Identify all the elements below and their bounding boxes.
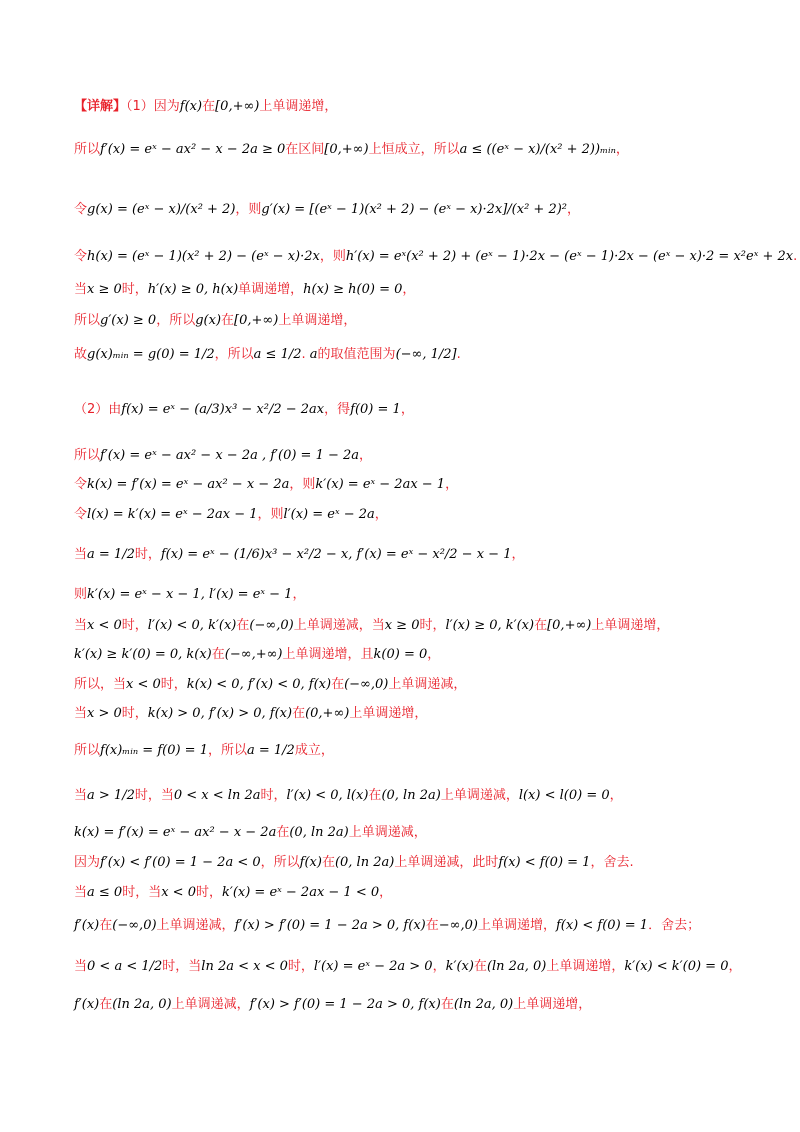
math-expression: x > 0 — [87, 706, 122, 721]
text-segment: ，舍去. — [590, 855, 634, 870]
text-segment: ， — [567, 202, 581, 217]
math-expression: f(0) = 1 — [350, 402, 401, 417]
text-segment: ， — [511, 547, 525, 562]
text-segment: 在 — [236, 618, 250, 633]
math-expression: [0,+∞) — [547, 618, 592, 633]
math-expression: a = 1/2 — [87, 547, 135, 562]
math-expression: k′(x) < k′(0) = 0 — [624, 959, 729, 974]
text-segment: 上单调递增， — [259, 99, 338, 114]
text-segment: 上单调递增， — [513, 997, 592, 1012]
text-segment: . — [301, 347, 306, 362]
text-segment: 上单调递增， — [591, 618, 670, 633]
text-segment: 当 — [74, 547, 88, 562]
math-expression: l′(x) < 0, k′(x) — [147, 618, 237, 633]
math-expression: f′(x) = eˣ − ax² − x − 2a , f′(0) = 1 − 2a — [100, 448, 360, 463]
text-segment: ， — [402, 282, 416, 297]
text-segment: ， — [292, 587, 306, 602]
text-segment: 上单调递增， — [349, 706, 428, 721]
text-segment: 在 — [276, 825, 290, 840]
math-expression: (ln 2a, 0) — [453, 997, 514, 1012]
math-expression: a > 1/2 — [87, 788, 135, 803]
math-expression: l′(x) = eˣ − 2a > 0 — [313, 959, 433, 974]
math-expression: x ≥ 0 — [384, 618, 420, 633]
text-segment: ，得 — [324, 402, 351, 417]
text-segment: 令 — [74, 202, 88, 217]
text-segment: 所以，当 — [74, 677, 127, 692]
math-expression: (0,+∞) — [305, 706, 350, 721]
text-segment: 上单调递减， — [156, 918, 235, 933]
text-segment: 所以 — [74, 142, 101, 157]
text-segment: 所以 — [74, 448, 101, 463]
math-expression: a = 1/2 — [247, 743, 295, 758]
math-expression: f(x)ₘᵢₙ = f(0) = 1 — [100, 743, 208, 758]
text-segment: 上单调递增， — [477, 918, 556, 933]
math-expression: (−∞,0) — [249, 618, 294, 633]
text-segment: 时， — [121, 282, 148, 297]
text-segment: 令 — [74, 477, 88, 492]
text-segment: ，则 — [289, 477, 316, 492]
math-expression: 0 < x < ln 2a — [173, 788, 261, 803]
math-expression: (ln 2a, 0) — [486, 959, 547, 974]
solution-line-16 — [74, 675, 770, 695]
text-segment: . — [793, 249, 798, 264]
text-segment: 【详解】 — [74, 99, 127, 114]
text-segment: 上单调递减， — [440, 788, 519, 803]
math-expression: −∞,0) — [438, 918, 478, 933]
text-segment: 时， — [121, 706, 148, 721]
text-segment: 时， — [160, 677, 187, 692]
text-segment: （1）因为 — [126, 99, 180, 114]
math-expression: l(x) < l(0) = 0 — [518, 788, 610, 803]
math-expression: f′(x) > f′(0) = 1 − 2a > 0, f(x) — [234, 918, 426, 933]
solution-line-19 — [74, 786, 770, 806]
math-expression: g(x) — [195, 313, 222, 328]
solution-line-15 — [74, 645, 770, 665]
text-segment: 在 — [331, 677, 345, 692]
text-segment: 在 — [368, 788, 382, 803]
solution-line-22 — [74, 883, 770, 903]
text-segment: 在 — [440, 997, 454, 1012]
text-segment: ， — [609, 788, 623, 803]
math-expression: ln 2a < x < 0 — [201, 959, 288, 974]
text-segment: ， — [427, 647, 441, 662]
text-segment: 故 — [74, 347, 88, 362]
text-segment: . — [456, 347, 461, 362]
text-segment: ， — [374, 507, 388, 522]
text-segment: 时， — [195, 885, 222, 900]
solution-line-13 — [74, 585, 770, 605]
text-segment: 当 — [74, 618, 88, 633]
math-expression: x < 0 — [87, 618, 122, 633]
text-segment: 在 — [473, 959, 487, 974]
text-segment: 当 — [74, 788, 88, 803]
text-segment: 在 — [202, 99, 216, 114]
math-expression: h′(x) = eˣ(x² + 2) + (eˣ − 1)·2x − (eˣ − 1)·2x − (eˣ − x)·2 = x²eˣ + 2x — [345, 249, 794, 264]
math-expression: 0 < a < 1/2 — [87, 959, 163, 974]
text-segment: 时， — [419, 618, 446, 633]
text-segment: 上单调递增， — [546, 959, 625, 974]
math-expression: h′(x) ≥ 0, h(x) — [147, 282, 239, 297]
math-expression: [0,+∞) — [215, 99, 260, 114]
text-segment: ，则 — [319, 249, 346, 264]
solution-line-25 — [74, 995, 770, 1015]
math-expression: (ln 2a, 0) — [112, 997, 172, 1012]
math-expression: k(x) = f′(x) = eˣ − ax² − x − 2a — [87, 477, 290, 492]
math-expression: (−∞, 1/2] — [395, 347, 457, 362]
math-expression: a ≤ ((eˣ − x)/(x² + 2))ₘᵢₙ — [459, 142, 616, 157]
solution-line-11 — [74, 505, 770, 525]
text-segment: 在 — [321, 855, 335, 870]
text-segment: 时， — [260, 788, 287, 803]
text-segment: 时，当 — [134, 788, 174, 803]
math-expression: (0, ln 2a) — [289, 825, 349, 840]
solution-line-23 — [74, 916, 770, 936]
text-segment: ，则 — [235, 202, 262, 217]
solution-line-2 — [74, 140, 770, 160]
math-expression: k′(x) = eˣ − x − 1, l′(x) = eˣ − 1 — [87, 587, 293, 602]
text-segment: 成立， — [294, 743, 334, 758]
text-segment: ，所以 — [207, 743, 247, 758]
text-segment: 上单调递减，当 — [293, 618, 385, 633]
math-expression: (−∞,0) — [344, 677, 389, 692]
math-expression: f′(x) > f′(0) = 1 − 2a > 0, f(x) — [249, 997, 441, 1012]
text-segment: ．舍去； — [648, 918, 701, 933]
text-segment: 所以 — [74, 313, 101, 328]
solution-line-10 — [74, 475, 770, 495]
solution-line-1 — [74, 97, 770, 117]
text-segment: 上单调递减，此时 — [394, 855, 499, 870]
math-expression: [0,+∞) — [324, 142, 369, 157]
text-segment: ， — [615, 142, 629, 157]
text-segment: ，则 — [257, 507, 284, 522]
math-expression: k′(x) — [445, 959, 474, 974]
text-segment: 令 — [74, 249, 88, 264]
math-expression: f(x) < f(0) = 1 — [555, 918, 649, 933]
text-segment: ，所以 — [156, 313, 196, 328]
text-segment: 上恒成立，所以 — [368, 142, 460, 157]
math-expression: x < 0 — [161, 885, 196, 900]
text-segment: 在 — [99, 918, 113, 933]
solution-line-5 — [74, 280, 770, 300]
text-segment: 当 — [74, 959, 88, 974]
text-segment: 在区间 — [285, 142, 325, 157]
math-expression: (0, ln 2a) — [334, 855, 395, 870]
text-segment: 在 — [534, 618, 548, 633]
math-expression: h(x) = (eˣ − 1)(x² + 2) − (eˣ − x)·2x — [87, 249, 320, 264]
math-expression: g(x) = (eˣ − x)/(x² + 2) — [87, 202, 236, 217]
text-segment: ，所以 — [214, 347, 254, 362]
math-expression: l′(x) < 0, l(x) — [286, 788, 369, 803]
math-expression: f(x) < f(0) = 1 — [498, 855, 591, 870]
math-expression: k′(x) = eˣ − 2ax − 1 < 0 — [222, 885, 380, 900]
solution-line-3 — [74, 200, 770, 220]
solution-line-17 — [74, 704, 770, 724]
math-expression: k(x) < 0, f′(x) < 0, f(x) — [186, 677, 332, 692]
text-segment: 令 — [74, 507, 88, 522]
text-segment: ， — [379, 885, 393, 900]
math-expression: l(x) = k′(x) = eˣ − 2ax − 1 — [87, 507, 258, 522]
text-segment: 当 — [74, 282, 88, 297]
math-expression: f(x) — [299, 855, 322, 870]
math-expression: x ≥ 0 — [87, 282, 122, 297]
math-expression: a ≤ 1/2 — [253, 347, 302, 362]
math-expression: f′(x) — [74, 997, 100, 1012]
math-expression: h(x) ≥ h(0) = 0 — [303, 282, 403, 297]
text-segment: 在 — [425, 918, 439, 933]
text-segment: ， — [432, 959, 446, 974]
math-expression: x < 0 — [126, 677, 161, 692]
solution-line-9 — [74, 446, 770, 466]
math-expression: a ≤ 0 — [87, 885, 123, 900]
text-segment: ， — [728, 959, 742, 974]
text-segment: 上单调递增， — [278, 313, 357, 328]
text-segment: 时， — [134, 547, 161, 562]
text-segment: （2）由 — [74, 402, 122, 417]
math-expression: k′(x) ≥ k′(0) = 0, k(x) — [74, 647, 212, 662]
math-expression: f(x) = eˣ − (1/6)x³ − x²/2 − x, f′(x) = eˣ − x²/2 − x − 1 — [160, 547, 512, 562]
solution-line-12 — [74, 545, 770, 565]
text-segment: 当 — [74, 706, 88, 721]
math-expression: k(0) = 0 — [373, 647, 428, 662]
text-segment: 在 — [221, 313, 235, 328]
solution-line-18 — [74, 741, 770, 761]
math-expression: f(x) = eˣ − (a/3)x³ − x²/2 − 2ax — [121, 402, 325, 417]
solution-line-21 — [74, 853, 770, 873]
text-segment: 在 — [292, 706, 306, 721]
math-expression: k′(x) = eˣ − 2ax − 1 — [315, 477, 446, 492]
math-expression: l′(x) = eˣ − 2a — [283, 507, 375, 522]
solution-line-4 — [74, 247, 798, 267]
text-segment: 所以 — [74, 743, 101, 758]
math-expression: f(x) — [179, 99, 203, 114]
math-expression: [0,+∞) — [234, 313, 279, 328]
solution-line-14 — [74, 616, 770, 636]
text-segment: ， — [359, 448, 373, 463]
math-expression: g(x)ₘᵢₙ = g(0) = 1/2 — [87, 347, 215, 362]
solution-line-8 — [74, 400, 770, 420]
text-segment: 时， — [287, 959, 314, 974]
math-expression: k(x) > 0, f′(x) > 0, f(x) — [147, 706, 293, 721]
math-expression: a — [305, 347, 318, 362]
text-segment: 则 — [74, 587, 88, 602]
text-segment: 时，当 — [122, 885, 162, 900]
text-segment: 在 — [99, 997, 113, 1012]
math-expression: (−∞,+∞) — [224, 647, 283, 662]
solution-line-7 — [74, 345, 770, 365]
text-segment: 上单调递增，且 — [282, 647, 374, 662]
text-segment: 的取值范围为 — [317, 347, 396, 362]
math-expression: f′(x) — [74, 918, 100, 933]
text-segment: 因为 — [74, 855, 101, 870]
text-segment: 时，当 — [162, 959, 202, 974]
math-expression: k(x) = f′(x) = eˣ − ax² − x − 2a — [74, 825, 277, 840]
text-segment: 时， — [121, 618, 148, 633]
text-segment: ，所以 — [260, 855, 300, 870]
solution-line-6 — [74, 311, 770, 331]
text-segment: 单调递增， — [238, 282, 304, 297]
math-expression: g′(x) ≥ 0 — [100, 313, 157, 328]
text-segment: ， — [445, 477, 459, 492]
math-expression: l′(x) ≥ 0, k′(x) — [445, 618, 535, 633]
solution-line-20 — [74, 823, 770, 843]
math-expression: (−∞,0) — [112, 918, 157, 933]
text-segment: 上单调递减， — [388, 677, 467, 692]
math-expression: f′(x) = eˣ − ax² − x − 2a ≥ 0 — [100, 142, 286, 157]
text-segment: 在 — [211, 647, 225, 662]
solution-line-24 — [74, 957, 770, 977]
text-segment: 上单调递减， — [171, 997, 250, 1012]
text-segment: ， — [400, 402, 414, 417]
text-segment: 上单调递减， — [348, 825, 427, 840]
math-expression: f′(x) < f′(0) = 1 − 2a < 0 — [100, 855, 261, 870]
text-segment: 当 — [74, 885, 88, 900]
math-expression: g′(x) = [(eˣ − 1)(x² + 2) − (eˣ − x)·2x]/(x² + 2)² — [261, 202, 568, 217]
math-expression: (0, ln 2a) — [381, 788, 441, 803]
